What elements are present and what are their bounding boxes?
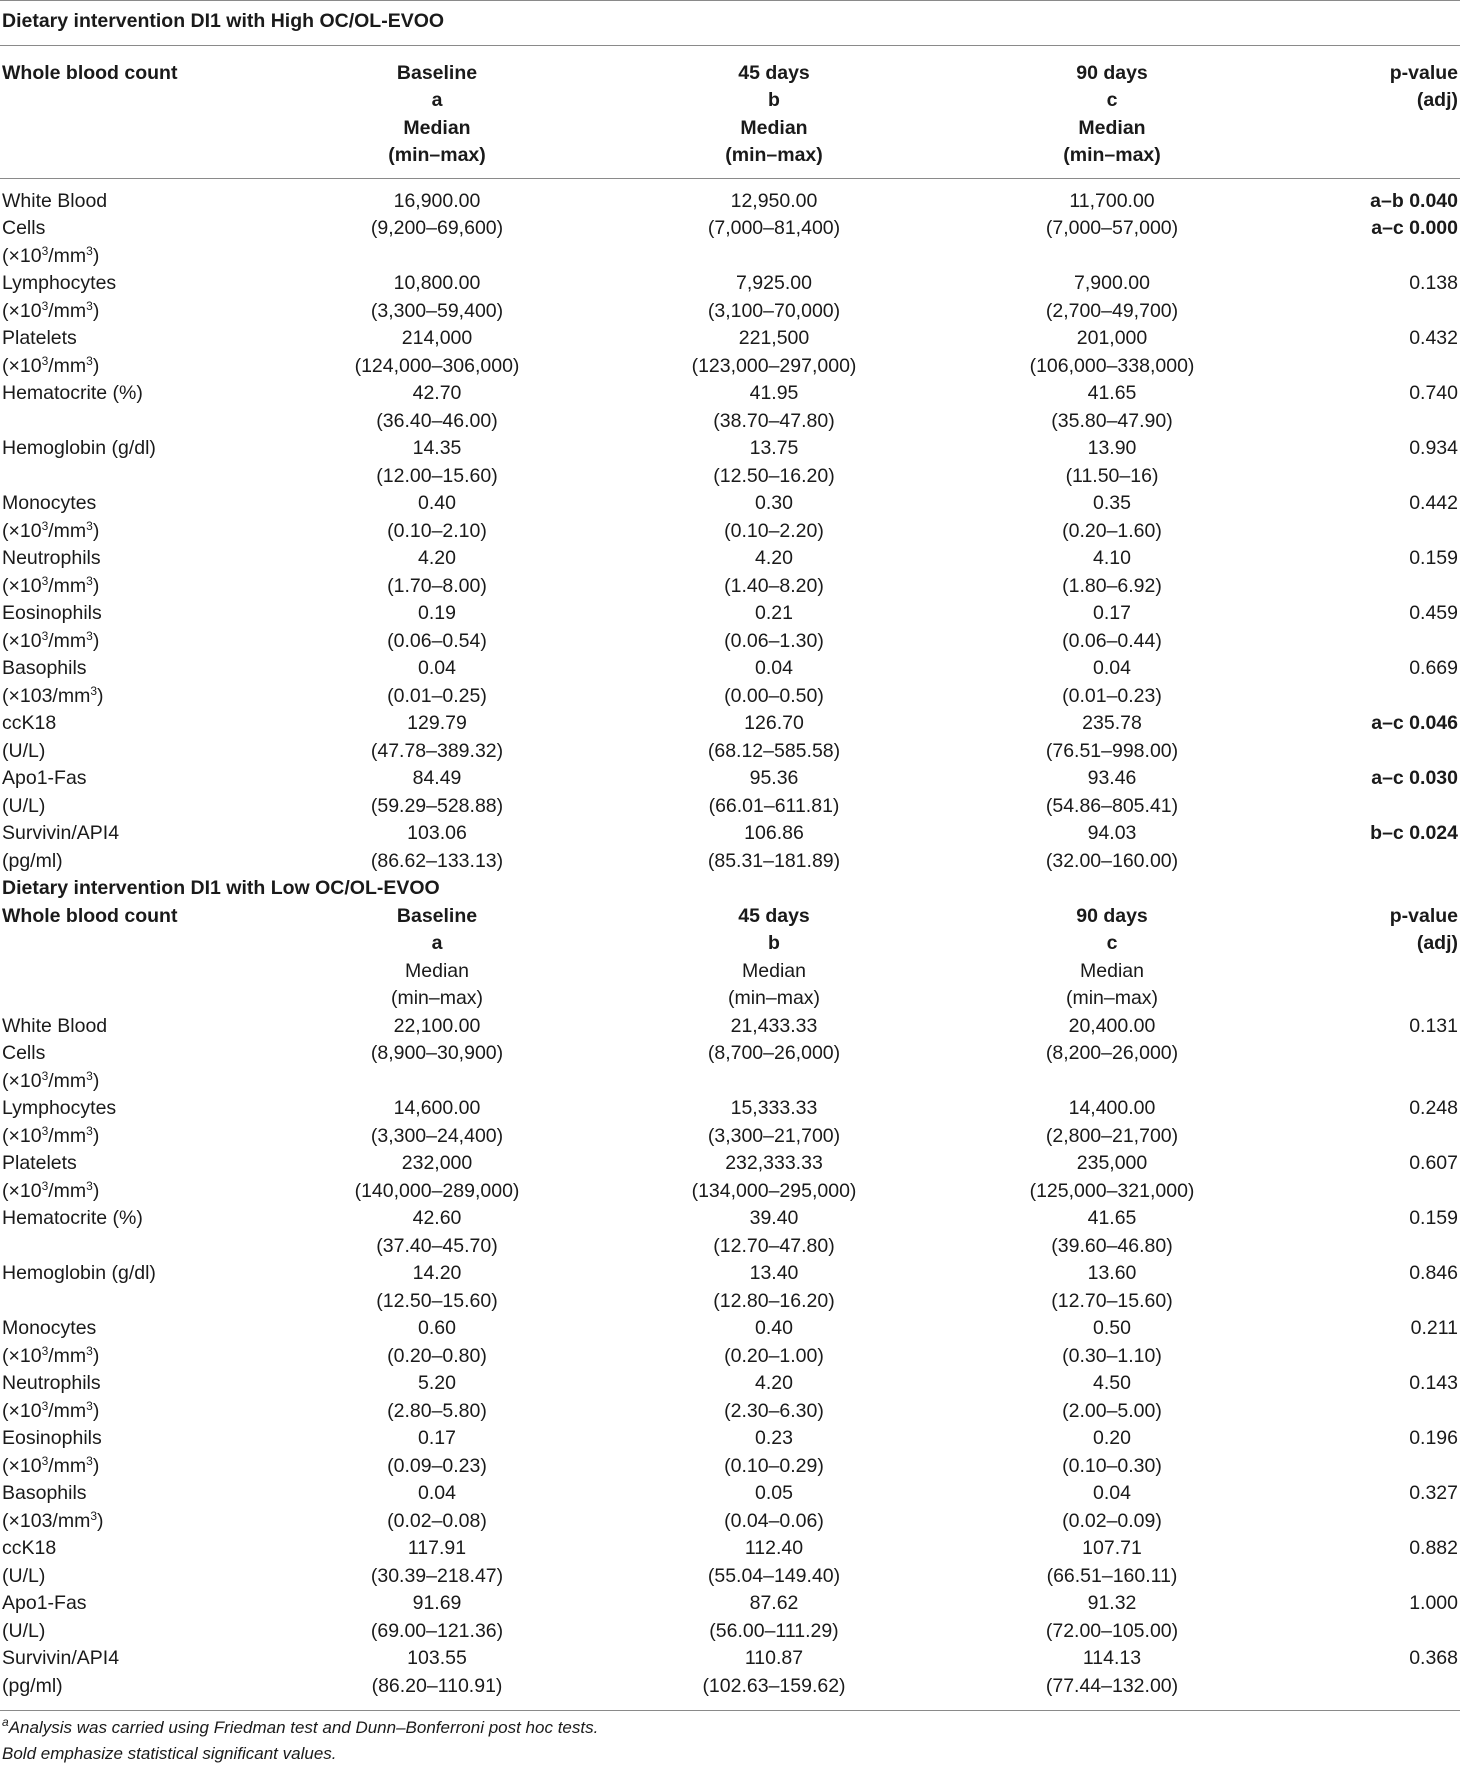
- header-col-stat: Median: [405, 959, 469, 982]
- cell-pvalue: 0.442: [1409, 492, 1458, 514]
- cell-pvalue: 0.459: [1409, 602, 1458, 624]
- header-col-stat: Median: [740, 116, 808, 139]
- cell-baseline: (37.40–45.70): [376, 1234, 498, 1257]
- header-col-range: (min–max): [1065, 987, 1159, 1009]
- cell-baseline: 0.04: [418, 1482, 456, 1504]
- cell-d45: 110.87: [744, 1647, 804, 1669]
- cell-baseline: 103.55: [407, 1647, 467, 1669]
- cell-baseline: 14.35: [412, 437, 462, 459]
- row-label: $(\times 10^3/mm^3)$: [2, 298, 100, 322]
- row-label: $(\times 10^3/mm^3)$: [2, 1068, 100, 1092]
- cell-pvalue: 0.846: [1409, 1262, 1458, 1284]
- row-label: (U/L): [2, 794, 46, 817]
- cell-baseline: (124,000–306,000): [354, 354, 520, 377]
- cell-d45: 0.21: [755, 602, 793, 624]
- row-label: Hematocrite (%): [2, 382, 143, 404]
- cell-d90: (0.06–0.44): [1062, 629, 1162, 652]
- cell-d90: (76.51–998.00): [1045, 739, 1179, 762]
- cell-d90: 0.04: [1093, 657, 1131, 679]
- row-label: Apo1-Fas: [2, 767, 87, 789]
- cell-pvalue: 0.740: [1409, 382, 1458, 404]
- row-label: Lymphocytes: [2, 272, 117, 294]
- header-col-letter: b: [768, 89, 780, 111]
- cell-d90: 41.65: [1087, 382, 1137, 404]
- row-label: Hematocrite (%): [2, 1207, 143, 1229]
- cell-baseline: 42.60: [412, 1207, 462, 1229]
- cell-pvalue: 1.000: [1409, 1592, 1458, 1614]
- cell-d45: 221,500: [738, 327, 810, 349]
- row-label: Lymphocytes: [2, 1097, 117, 1119]
- cell-baseline: (12.00–15.60): [376, 464, 498, 487]
- cell-pvalue: 0.143: [1409, 1372, 1458, 1394]
- cell-baseline: 14.20: [412, 1262, 462, 1284]
- section-title: Dietary intervention DI1 with Low OC/OL-EVOO: [2, 877, 440, 899]
- cell-d90: 41.65: [1087, 1207, 1137, 1229]
- header-col-stat: Median: [403, 116, 471, 139]
- row-label: ccK18: [2, 712, 57, 734]
- cell-d45: 21,433.33: [730, 1014, 818, 1037]
- cell-d45: 4.20: [755, 547, 793, 569]
- header-pvalue: p-value: [1389, 61, 1458, 84]
- row-label: (U/L): [2, 1564, 46, 1587]
- cell-d90: (0.01–0.23): [1062, 684, 1162, 707]
- row-label: $(\times 10^3/mm^3)$: [2, 518, 100, 542]
- cell-d90: (7,000–57,000): [1045, 217, 1179, 239]
- row-label: Survivin/API4: [2, 822, 120, 844]
- header-col-letter: a: [431, 89, 443, 111]
- row-label: Hemoglobin (g/dl): [2, 1262, 156, 1284]
- cell-d45: (38.70–47.80): [713, 409, 835, 432]
- header-col-stat: Median: [1080, 959, 1144, 982]
- cell-pvalue: 0.669: [1409, 657, 1458, 679]
- cell-d90: 0.17: [1093, 602, 1131, 624]
- cell-d45: (7,000–81,400): [707, 217, 841, 239]
- cell-d90: 4.10: [1093, 547, 1131, 569]
- cell-baseline: (8,900–30,900): [370, 1042, 504, 1064]
- cell-d45: 12,950.00: [730, 189, 818, 212]
- cell-baseline: 0.60: [418, 1317, 456, 1339]
- row-label: $(\times 103/mm^3)$: [2, 683, 104, 707]
- cell-d45: (0.06–1.30): [724, 629, 824, 652]
- header-col-name: Baseline: [396, 904, 478, 927]
- cell-baseline: 0.19: [418, 602, 456, 624]
- cell-baseline: 214,000: [401, 327, 473, 349]
- cell-d45: (3,100–70,000): [707, 299, 841, 322]
- cell-d90: (0.02–0.09): [1062, 1509, 1162, 1532]
- header-col-letter: c: [1106, 89, 1118, 111]
- cell-d45: 232,333.33: [725, 1152, 823, 1174]
- header-rule: [0, 178, 1460, 179]
- row-label: Cells: [2, 217, 46, 239]
- cell-d90: 20,400.00: [1068, 1014, 1156, 1037]
- row-label: (pg/ml): [2, 849, 63, 872]
- cell-d90: 13.60: [1087, 1262, 1137, 1284]
- cell-baseline: 5.20: [418, 1372, 456, 1394]
- section-title-rule: [0, 45, 1460, 46]
- row-label: $(\times 103/mm^3)$: [2, 1508, 104, 1532]
- cell-d45: (55.04–149.40): [707, 1564, 841, 1587]
- cell-pvalue: 0.882: [1409, 1537, 1458, 1559]
- cell-baseline: (0.02–0.08): [387, 1509, 487, 1532]
- cell-d45: (1.40–8.20): [724, 574, 824, 597]
- cell-d45: 112.40: [744, 1537, 804, 1559]
- cell-d90: (0.30–1.10): [1062, 1344, 1162, 1367]
- header-col-name: Baseline: [396, 61, 478, 84]
- header-col-stat: Median: [1078, 116, 1146, 139]
- cell-d45: 0.05: [755, 1482, 793, 1504]
- row-label: Eosinophils: [2, 1427, 102, 1449]
- row-label: (pg/ml): [2, 1674, 63, 1697]
- row-label: Monocytes: [2, 492, 97, 514]
- cell-d90: 0.20: [1093, 1427, 1131, 1449]
- cell-d90: 0.04: [1093, 1482, 1131, 1504]
- header-col-name: 90 days: [1076, 61, 1148, 84]
- cell-d90: (0.20–1.60): [1062, 519, 1162, 542]
- cell-d45: (3,300–21,700): [707, 1124, 841, 1147]
- cell-baseline: 14,600.00: [393, 1097, 481, 1119]
- cell-d45: (8,700–26,000): [707, 1042, 841, 1064]
- cell-d90: 11,700.00: [1069, 189, 1155, 212]
- row-label: White Blood: [2, 1014, 108, 1037]
- row-label: Survivin/API4: [2, 1647, 120, 1669]
- cell-d45: 106.86: [744, 822, 804, 844]
- header-col-name: 45 days: [738, 61, 810, 84]
- cell-baseline: (36.40–46.00): [376, 409, 498, 432]
- cell-pvalue: 0.211: [1410, 1317, 1458, 1339]
- cell-d45: (0.10–0.29): [724, 1454, 824, 1477]
- cell-d90: (2.00–5.00): [1062, 1399, 1162, 1422]
- cell-baseline: (30.39–218.47): [370, 1564, 504, 1587]
- cell-d90: (0.10–0.30): [1062, 1454, 1162, 1477]
- cell-d90: 7,900.00: [1074, 272, 1150, 294]
- cell-baseline: (0.20–0.80): [387, 1344, 487, 1367]
- header-col-letter: c: [1106, 932, 1118, 954]
- cell-d45: 126.70: [744, 712, 804, 734]
- cell-baseline: 129.79: [407, 712, 467, 734]
- cell-d45: (134,000–295,000): [691, 1179, 857, 1202]
- cell-pvalue: b–c 0.024: [1370, 822, 1458, 844]
- cell-baseline: 91.69: [412, 1592, 462, 1614]
- cell-d45: (12.70–47.80): [713, 1234, 835, 1257]
- cell-baseline: (2.80–5.80): [387, 1399, 487, 1422]
- cell-pvalue: 0.138: [1409, 272, 1458, 294]
- header-col-range: (min–max): [390, 987, 484, 1009]
- cell-baseline: (1.70–8.00): [387, 574, 487, 597]
- row-label: $(\times 10^3/mm^3)$: [2, 1453, 100, 1477]
- footnote: Bold emphasize statistical significant values.: [2, 1744, 337, 1763]
- header-label: Whole blood count: [2, 904, 178, 927]
- row-label: Platelets: [2, 327, 77, 349]
- header-col-stat: Median: [742, 959, 806, 982]
- row-label: $(\times 10^3/mm^3)$: [2, 353, 100, 377]
- cell-baseline: (47.78–389.32): [370, 739, 504, 762]
- header-col-range: (min–max): [727, 987, 821, 1009]
- row-label: Hemoglobin (g/dl): [2, 437, 156, 459]
- header-pvalue-adj: (adj): [1416, 89, 1458, 111]
- cell-pvalue: a–c 0.046: [1371, 712, 1458, 734]
- cell-baseline: (59.29–528.88): [370, 794, 504, 817]
- cell-d90: (1.80–6.92): [1062, 574, 1162, 597]
- cell-d90: (54.86–805.41): [1045, 794, 1179, 817]
- cell-d45: 13.40: [749, 1262, 799, 1284]
- cell-d90: (12.70–15.60): [1051, 1289, 1173, 1312]
- cell-d90: (125,000–321,000): [1029, 1179, 1195, 1202]
- header-col-name: 90 days: [1076, 904, 1148, 927]
- header-pvalue-adj: (adj): [1416, 932, 1458, 954]
- row-label: $(\times 10^3/mm^3)$: [2, 628, 100, 652]
- cell-baseline: 0.17: [418, 1427, 456, 1449]
- cell-d90: (35.80–47.90): [1051, 409, 1173, 432]
- cell-baseline: (140,000–289,000): [354, 1179, 520, 1202]
- row-label: $(\times 10^3/mm^3)$: [2, 1178, 100, 1202]
- cell-d45: (0.20–1.00): [724, 1344, 824, 1367]
- cell-d45: (123,000–297,000): [691, 354, 857, 377]
- row-label: (U/L): [2, 1619, 46, 1642]
- cell-baseline: (0.06–0.54): [387, 629, 487, 652]
- cell-d45: (0.04–0.06): [724, 1509, 824, 1532]
- cell-d45: (2.30–6.30): [724, 1399, 824, 1422]
- cell-baseline: 232,000: [401, 1152, 473, 1174]
- cell-d45: 4.20: [755, 1372, 793, 1394]
- cell-d45: 0.04: [755, 657, 793, 679]
- cell-d90: (39.60–46.80): [1051, 1234, 1173, 1257]
- cell-d90: (2,800–21,700): [1045, 1124, 1179, 1147]
- cell-baseline: 42.70: [412, 382, 462, 404]
- cell-d45: 13.75: [749, 437, 799, 459]
- cell-d90: (106,000–338,000): [1029, 354, 1195, 377]
- cell-pvalue: 0.368: [1409, 1647, 1458, 1669]
- section-title: Dietary intervention DI1 with High OC/OL-EVOO: [2, 10, 445, 32]
- cell-baseline: 4.20: [418, 547, 456, 569]
- cell-d45: (12.80–16.20): [713, 1289, 835, 1312]
- cell-pvalue: a–c 0.030: [1371, 767, 1458, 789]
- cell-baseline: (86.62–133.13): [370, 849, 504, 872]
- cell-d90: 93.46: [1087, 767, 1137, 789]
- cell-d90: 201,000: [1076, 327, 1148, 349]
- cell-d90: 107.71: [1082, 1537, 1142, 1559]
- cell-d90: (77.44–132.00): [1045, 1674, 1179, 1697]
- cell-d45: 39.40: [749, 1207, 799, 1229]
- cell-baseline: (69.00–121.36): [370, 1619, 504, 1642]
- cell-pvalue: 0.934: [1409, 437, 1458, 459]
- cell-pvalue: a–b 0.040: [1370, 189, 1458, 212]
- cell-d45: 87.62: [749, 1592, 799, 1614]
- cell-d90: 14,400.00: [1068, 1097, 1156, 1119]
- cell-d90: 114.13: [1082, 1647, 1142, 1669]
- header-label: Whole blood count: [2, 61, 178, 84]
- cell-baseline: (0.09–0.23): [387, 1454, 487, 1477]
- header-col-letter: a: [431, 932, 443, 954]
- cell-baseline: 0.40: [418, 492, 456, 514]
- cell-d45: (0.00–0.50): [724, 684, 824, 707]
- cell-baseline: 103.06: [407, 822, 467, 844]
- cell-d90: (72.00–105.00): [1045, 1619, 1179, 1642]
- cell-d90: 235.78: [1082, 712, 1142, 734]
- top-rule: [0, 0, 1460, 1]
- cell-d45: 7,925.00: [736, 272, 812, 294]
- row-label: Basophils: [2, 1482, 87, 1504]
- row-label: $(\times 10^3/mm^3)$: [2, 573, 100, 597]
- row-label: Platelets: [2, 1152, 77, 1174]
- row-label: Neutrophils: [2, 547, 101, 569]
- row-label: Eosinophils: [2, 602, 102, 624]
- bottom-rule: [0, 1710, 1460, 1711]
- cell-d45: (66.01–611.81): [708, 794, 840, 817]
- cell-pvalue: a–c 0.000: [1371, 217, 1458, 239]
- cell-d90: 4.50: [1093, 1372, 1131, 1394]
- cell-d45: 0.23: [755, 1427, 793, 1449]
- row-label: $(\times 10^3/mm^3)$: [2, 1123, 100, 1147]
- header-pvalue: p-value: [1389, 904, 1458, 927]
- cell-d90: (66.51–160.11): [1046, 1564, 1178, 1587]
- cell-d45: 0.40: [755, 1317, 793, 1339]
- row-label: (U/L): [2, 739, 46, 762]
- cell-d45: (56.00–111.29): [709, 1619, 839, 1642]
- cell-baseline: 10,800.00: [393, 272, 481, 294]
- cell-d45: (68.12–585.58): [707, 739, 841, 762]
- row-label: $(\times 10^3/mm^3)$: [2, 243, 100, 267]
- cell-pvalue: 0.248: [1409, 1097, 1458, 1119]
- cell-pvalue: 0.607: [1409, 1152, 1458, 1174]
- cell-d90: 0.35: [1093, 492, 1131, 514]
- cell-d90: 13.90: [1087, 437, 1137, 459]
- cell-baseline: (3,300–24,400): [370, 1124, 504, 1147]
- cell-baseline: 84.49: [412, 767, 462, 789]
- row-label: Apo1-Fas: [2, 1592, 87, 1614]
- cell-baseline: 16,900.00: [393, 189, 481, 212]
- header-col-range: (min–max): [388, 144, 486, 166]
- cell-baseline: (12.50–15.60): [376, 1289, 498, 1312]
- cell-pvalue: 0.196: [1409, 1427, 1458, 1449]
- cell-d90: 0.50: [1093, 1317, 1131, 1339]
- cell-pvalue: 0.159: [1409, 547, 1458, 569]
- cell-pvalue: 0.432: [1409, 327, 1458, 349]
- row-label: ccK18: [2, 1537, 57, 1559]
- cell-d90: 94.03: [1087, 822, 1137, 844]
- cell-baseline: 117.91: [407, 1537, 467, 1559]
- cell-baseline: (86.20–110.91): [371, 1674, 503, 1697]
- cell-d45: (0.10–2.20): [724, 519, 824, 542]
- cell-d45: (102.63–159.62): [702, 1674, 846, 1697]
- cell-d45: 15,333.33: [730, 1097, 818, 1119]
- cell-baseline: (3,300–59,400): [370, 299, 504, 322]
- cell-pvalue: 0.131: [1409, 1014, 1458, 1037]
- cell-d45: 95.36: [749, 767, 799, 789]
- cell-d90: (11.50–16): [1065, 464, 1159, 487]
- cell-d90: (32.00–160.00): [1045, 849, 1179, 872]
- footnote: $^a$Analysis was carried using Friedman test and Dunn–Bonferroni post hoc tests.: [2, 1715, 599, 1737]
- cell-d45: 41.95: [749, 382, 799, 404]
- cell-d90: 235,000: [1076, 1152, 1148, 1174]
- cell-d45: (85.31–181.89): [707, 849, 841, 872]
- row-label: White Blood: [2, 189, 108, 212]
- cell-baseline: (9,200–69,600): [370, 217, 504, 239]
- row-label: $(\times 10^3/mm^3)$: [2, 1398, 100, 1422]
- header-col-name: 45 days: [738, 904, 810, 927]
- row-label: Monocytes: [2, 1317, 97, 1339]
- row-label: Neutrophils: [2, 1372, 101, 1394]
- row-label: Basophils: [2, 657, 87, 679]
- header-col-range: (min–max): [725, 144, 823, 166]
- row-label: Cells: [2, 1042, 46, 1064]
- header-col-letter: b: [768, 932, 780, 954]
- cell-pvalue: 0.327: [1409, 1482, 1458, 1504]
- cell-baseline: (0.01–0.25): [387, 684, 487, 707]
- cell-baseline: (0.10–2.10): [387, 519, 487, 542]
- cell-baseline: 22,100.00: [393, 1014, 481, 1037]
- cell-d45: 0.30: [755, 492, 793, 514]
- cell-d90: 91.32: [1087, 1592, 1137, 1614]
- row-label: $(\times 10^3/mm^3)$: [2, 1343, 100, 1367]
- cell-pvalue: 0.159: [1409, 1207, 1458, 1229]
- cell-d90: (2,700–49,700): [1045, 299, 1179, 322]
- cell-d45: (12.50–16.20): [713, 464, 835, 487]
- cell-baseline: 0.04: [418, 657, 456, 679]
- header-col-range: (min–max): [1063, 144, 1161, 166]
- cell-d90: (8,200–26,000): [1045, 1042, 1179, 1064]
